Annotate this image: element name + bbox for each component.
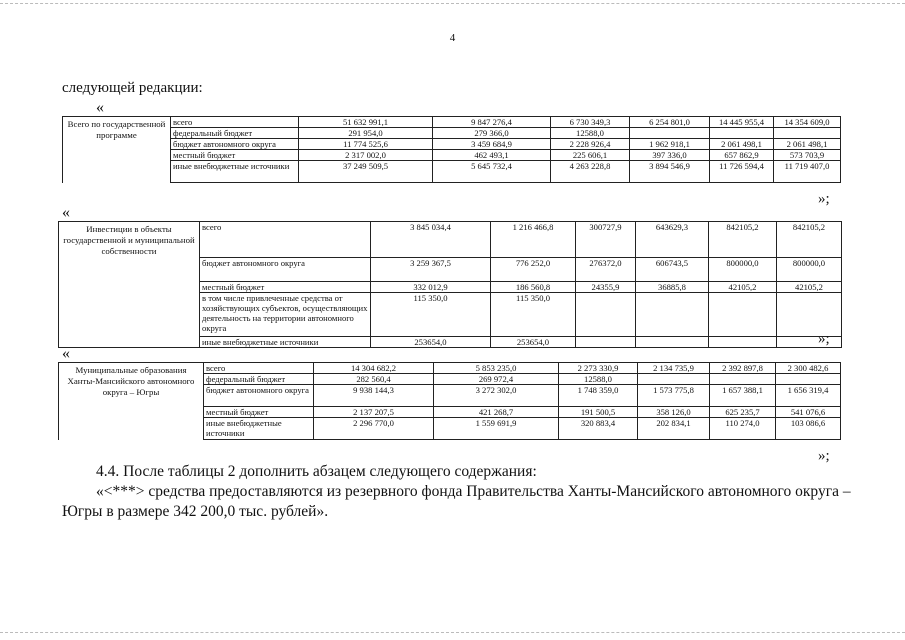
table-cell: 2 228 926,4 [551,139,630,150]
table-cell: 1 573 775,8 [638,385,710,407]
table-cell: 2 273 330,9 [559,363,638,374]
table-cell: 276372,0 [576,257,636,281]
table-cell: 42105,2 [709,281,777,292]
open-quote-3: « [62,345,70,362]
table-cell: 332 012,9 [371,281,491,292]
row-label: местный бюджет [204,407,314,418]
table-cell: 320 883,4 [559,418,638,440]
table-row [63,161,841,183]
table-cell: 2 317 002,0 [299,150,433,161]
row-label: федеральный бюджет [171,128,299,139]
table-cell: 279 366,0 [433,128,551,139]
table-cell: 2 061 498,1 [774,139,841,150]
table-cell: 657 862,9 [710,150,774,161]
table-cell: 9 938 144,3 [314,385,434,407]
table-cell [709,292,777,336]
table-cell: 5 853 235,0 [434,363,559,374]
table-cell [774,128,841,139]
table-cell: 253654,0 [371,336,491,347]
close-mark-3: »; [818,448,830,464]
table-row [63,150,841,161]
table-municipalities [58,362,841,440]
table-cell: 42105,2 [777,281,842,292]
table-row [59,222,842,258]
table-cell [636,336,709,347]
table-cell: 1 656 319,4 [776,385,841,407]
table-cell [709,336,777,347]
table-cell: 606743,5 [636,257,709,281]
lead-text: следующей редакции: [62,80,203,96]
table-cell: 800000,0 [709,257,777,281]
table-cell: 358 126,0 [638,407,710,418]
table-row [59,292,842,336]
row-group-label: Всего по государственной программе [63,117,171,183]
row-label: местный бюджет [171,150,299,161]
table-cell: 191 500,5 [559,407,638,418]
table-state-program [62,116,841,183]
table-cell [710,374,776,385]
table-cell: 2 296 770,0 [314,418,434,440]
table-cell [576,336,636,347]
row-label: иные внебюджетные источники [171,161,299,183]
table-cell: 2 061 498,1 [710,139,774,150]
open-quote-1: « [96,99,104,116]
row-label: иные внебюджетные источники [204,418,314,440]
table-cell: 842105,2 [709,222,777,258]
table-cell: 103 086,6 [776,418,841,440]
page-number: 4 [449,32,456,44]
table-cell: 3 272 302,0 [434,385,559,407]
paragraph-line-1: 4.4. После таблицы 2 дополнить абзацем следующего содержания: [96,463,537,480]
table-cell: 291 954,0 [299,128,433,139]
row-label: местный бюджет [200,281,371,292]
table-cell: 6 254 801,0 [630,117,710,128]
table-cell: 842105,2 [777,222,842,258]
table-cell: 11 726 594,4 [710,161,774,183]
table-cell: 110 274,0 [710,418,776,440]
table-cell: 24355,9 [576,281,636,292]
table-cell: 5 645 732,4 [433,161,551,183]
table-cell: 1 962 918,1 [630,139,710,150]
table-cell: 3 845 034,4 [371,222,491,258]
row-group-label: Инвестиции в объекты государственной и муниципальной собственности [59,222,200,258]
table-row [59,363,841,374]
table-cell: 282 560,4 [314,374,434,385]
row-label: иные внебюджетные источники [200,336,371,347]
table-cell: 3 894 546,9 [630,161,710,183]
paragraph-line-2: «<***> средства предоставляются из резервного фонда Правительства Ханты-Мансийского автономного округа – Югры в размере 342 200,0 тыс. рублей». [62,483,851,520]
table-cell: 541 076,6 [776,407,841,418]
table-cell: 1 748 359,0 [559,385,638,407]
row-label: федеральный бюджет [204,374,314,385]
open-quote-2: « [62,204,70,221]
table-cell: 462 493,1 [433,150,551,161]
table-cell: 202 834,1 [638,418,710,440]
table-cell [636,292,709,336]
table-cell: 2 137 207,5 [314,407,434,418]
table-cell: 115 350,0 [491,292,576,336]
table-row [59,336,842,347]
table-cell: 3 259 367,5 [371,257,491,281]
table-cell: 2 134 735,9 [638,363,710,374]
top-scan-edge [0,3,905,4]
table-row [59,281,842,292]
table-cell: 12588,0 [551,128,630,139]
table-cell [776,374,841,385]
table-cell: 573 703,9 [774,150,841,161]
table-cell: 397 336,0 [630,150,710,161]
table-cell: 4 263 228,8 [551,161,630,183]
close-mark-2: »; [818,331,830,347]
bottom-scan-edge [0,632,905,633]
table-row [63,117,841,128]
row-label: всего [200,222,371,258]
table-cell: 300727,9 [576,222,636,258]
table-cell: 776 252,0 [491,257,576,281]
table-cell: 37 249 509,5 [299,161,433,183]
table-cell: 186 560,8 [491,281,576,292]
table-cell [777,292,842,336]
table-cell: 253654,0 [491,336,576,347]
table-cell: 1 559 691,9 [434,418,559,440]
table-cell: 2 300 482,6 [776,363,841,374]
table-cell: 800000,0 [777,257,842,281]
table-cell [576,292,636,336]
row-label: всего [204,363,314,374]
table-cell: 51 632 991,1 [299,117,433,128]
close-mark-1: »; [818,191,830,207]
table-cell: 643629,3 [636,222,709,258]
table-row [59,257,842,281]
row-group-label: Муниципальные образования Ханты-Мансийского автономного округа – Югры [59,363,204,440]
row-label: бюджет автономного округа [171,139,299,150]
table-cell: 12588,0 [559,374,638,385]
table-cell: 269 972,4 [434,374,559,385]
row-label: бюджет автономного округа [200,257,371,281]
row-label: в том числе привлеченные средства от хозяйствующих субъектов, осуществляющих деятельность на территории автономного округа [200,292,371,336]
table-cell: 1 216 466,8 [491,222,576,258]
row-label: бюджет автономного округа [204,385,314,407]
table-cell [630,128,710,139]
table-cell: 9 847 276,4 [433,117,551,128]
table-cell [710,128,774,139]
table-cell: 2 392 897,8 [710,363,776,374]
table-cell: 11 774 525,6 [299,139,433,150]
table-cell: 1 657 388,1 [710,385,776,407]
table-row [63,128,841,139]
table-cell: 14 445 955,4 [710,117,774,128]
table-cell: 225 606,1 [551,150,630,161]
table-cell: 3 459 684,9 [433,139,551,150]
table-row [63,139,841,150]
table-cell: 625 235,7 [710,407,776,418]
table-cell: 115 350,0 [371,292,491,336]
table-cell [777,336,842,347]
row-label: всего [171,117,299,128]
table-cell: 36885,8 [636,281,709,292]
table-cell [638,374,710,385]
table-cell: 14 354 609,0 [774,117,841,128]
table-investments [58,221,842,348]
table-cell: 421 268,7 [434,407,559,418]
table-cell: 11 719 407,0 [774,161,841,183]
table-cell: 6 730 349,3 [551,117,630,128]
table-cell: 14 304 682,2 [314,363,434,374]
